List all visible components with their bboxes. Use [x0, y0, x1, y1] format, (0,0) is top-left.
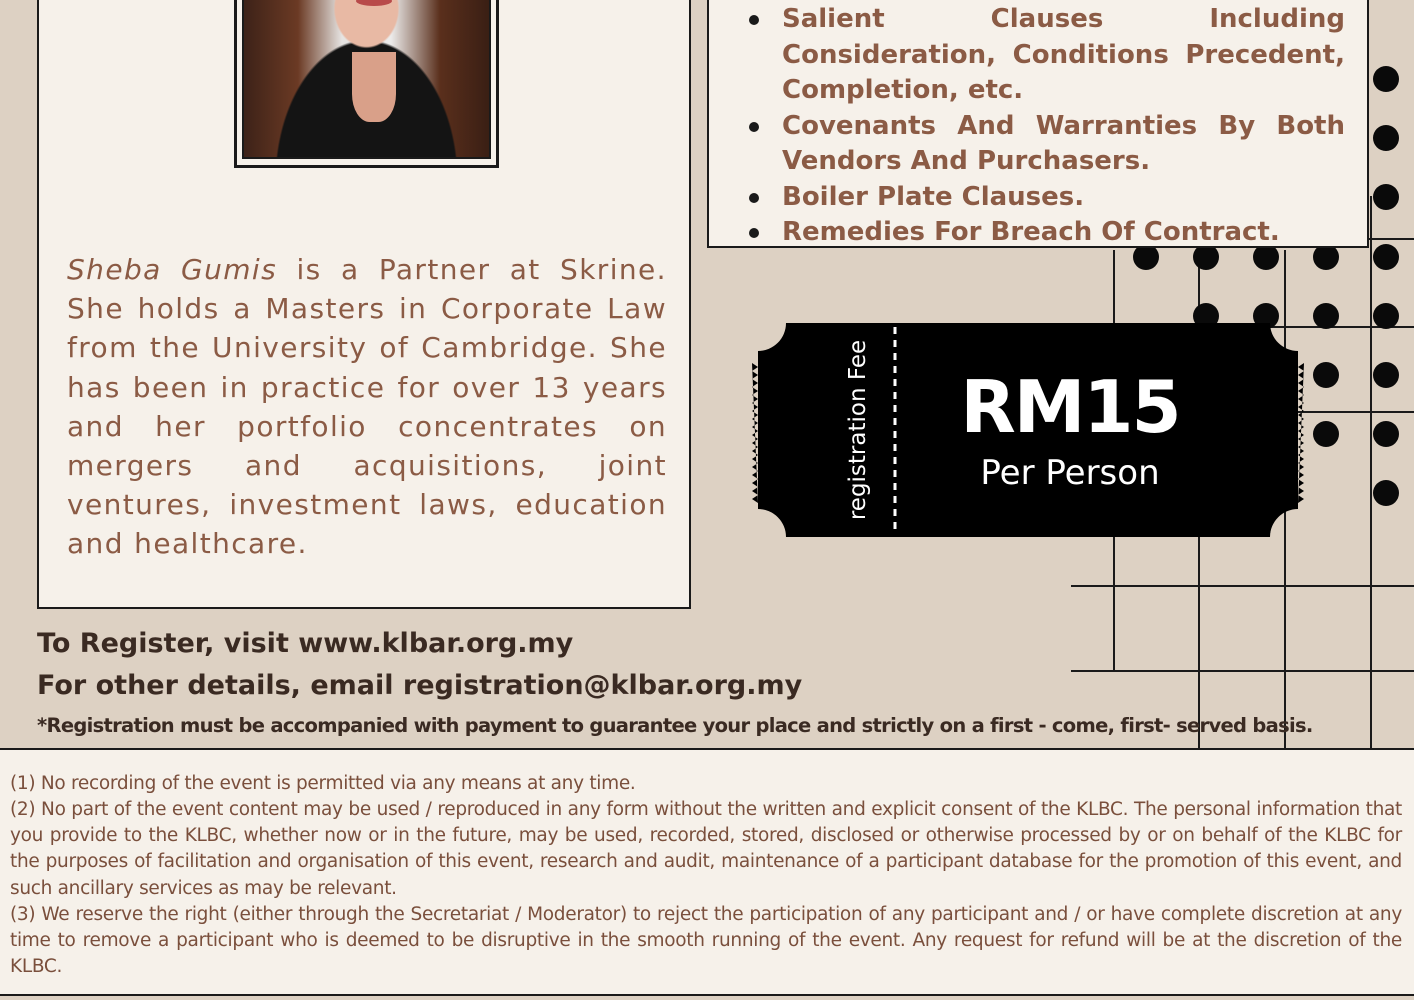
dot — [1373, 125, 1399, 151]
speaker-photo-neck — [352, 52, 396, 122]
dot — [1373, 66, 1399, 92]
speaker-bio — [67, 250, 667, 564]
dot — [1313, 421, 1339, 447]
speaker-bio-text: is a Partner at Skrine. She holds a Masters in Corporate Law from the University of Cambridge. She has been in practice for over 13 years and her portfolio concentrates on mergers and acquisitions, joint ventures, investment laws, education and healthcare. — [67, 253, 667, 561]
register-visit-text: To Register, visit www.klbar.org.my — [37, 628, 574, 659]
grid-line — [1370, 196, 1372, 750]
speaker-photo-frame — [234, 0, 499, 168]
speaker-photo-lips — [356, 0, 392, 6]
ticket-price: RM15 — [960, 365, 1180, 449]
topic-item: Salient Clauses Including Consideration, Conditions Precedent, Completion, etc. — [749, 2, 1345, 109]
disclaimer-section — [0, 748, 1414, 996]
disclaimer-item: (1) No recording of the event is permitted via any means at any time. — [10, 773, 636, 794]
dot — [1373, 421, 1399, 447]
topic-item: Remedies For Breach Of Contract. — [749, 215, 1345, 251]
grid-line — [1071, 670, 1414, 672]
topic-item: Boiler Plate Clauses. — [749, 180, 1345, 216]
speaker-photo — [242, 0, 491, 159]
dot — [1373, 303, 1399, 329]
dot — [1373, 244, 1399, 270]
topics-card — [707, 0, 1369, 248]
speaker-card — [37, 0, 691, 609]
dot — [1313, 303, 1339, 329]
dot — [1373, 480, 1399, 506]
topics-list — [749, 2, 1345, 251]
disclaimer-item: (2) No part of the event content may be used / reproduced in any form without the written and explicit consent of the KLBC. The personal information that you provide to the KLBC, whether now or in the future, may be used, recorded, stored, disclosed or otherwise processed by or on behalf of the KLBC for the purposes of facilitation and organisation of this event, research and audit, maintenance of a participant database for the promotion of this event, and such ancillary services as may be relevant. — [10, 799, 1402, 899]
dot — [1373, 184, 1399, 210]
topic-item: Covenants And Warranties By Both Vendors And Purchasers. — [749, 109, 1345, 180]
registration-note: *Registration must be accompanied with payment to guarantee your place and strictly on a first - come, first- served basis. — [37, 714, 1313, 737]
speaker-name: Sheba Gumis — [67, 253, 278, 286]
disclaimer-item: (3) We reserve the right (either through the Secretariat / Moderator) to reject the participation of any participant and / or have complete discretion at any time to remove a participant who is deemed to be disruptive in the smooth running of the event. Any request for refund will be at the discretion of the KLBC. — [10, 904, 1402, 978]
grid-line — [1369, 238, 1414, 240]
ticket-left-serration — [752, 363, 758, 503]
ticket-right-serration — [1298, 363, 1304, 503]
dot — [1373, 362, 1399, 388]
grid-line — [1071, 585, 1414, 587]
ticket-label: registration Fee — [845, 339, 871, 521]
dot — [1313, 362, 1339, 388]
ticket-unit: Per Person — [980, 453, 1160, 493]
register-email-text: For other details, email registration@klbar.org.my — [37, 670, 803, 701]
